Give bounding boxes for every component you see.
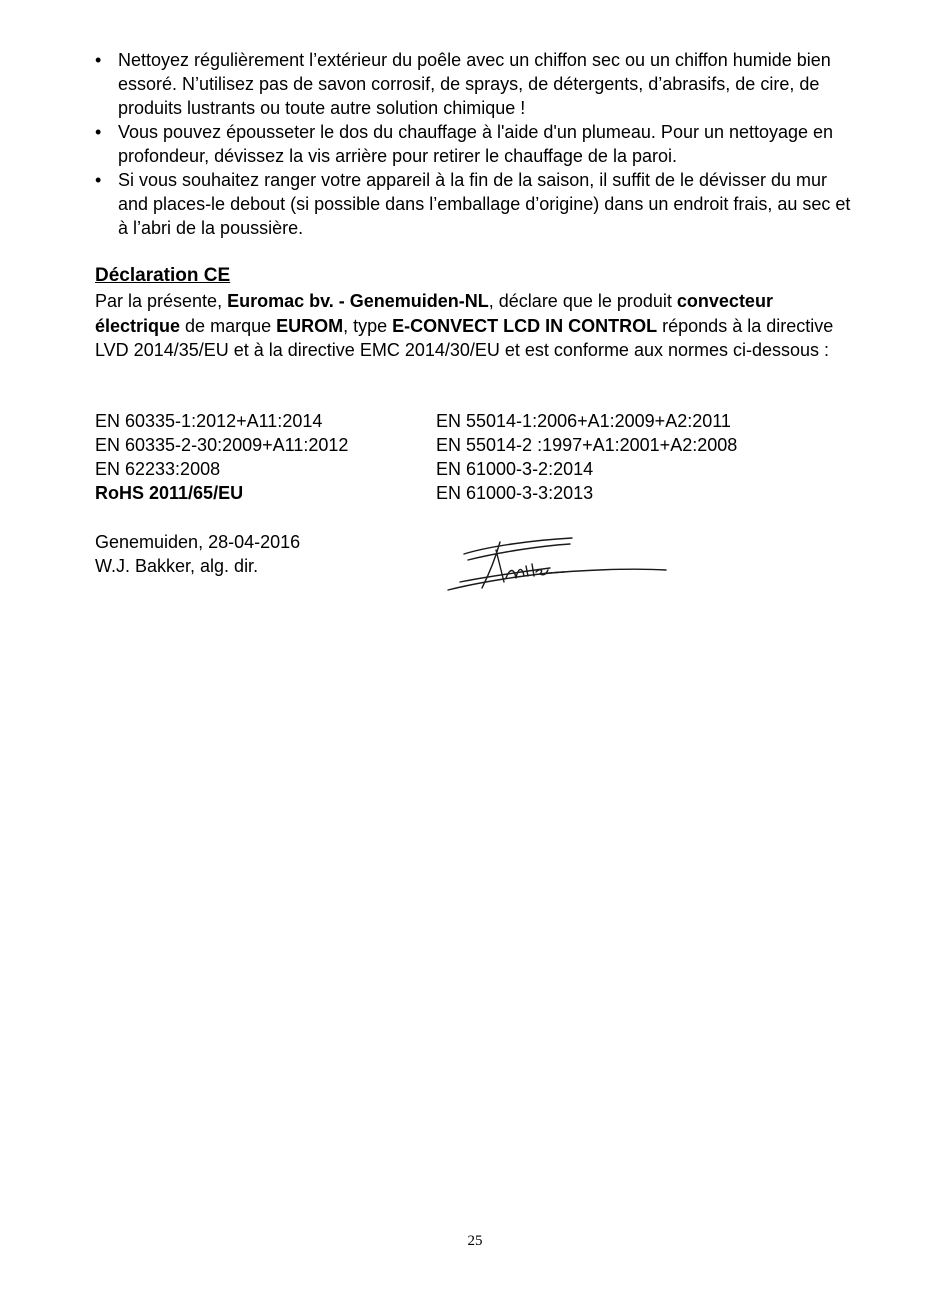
product-name: convecteur électrique <box>95 291 773 336</box>
signoff-block <box>95 530 300 578</box>
declaration-paragraph <box>95 289 855 363</box>
standard-item: EN 61000-3-3:2013 <box>436 483 594 503</box>
standard-item: EN 60335-2-30:2009+A11:2012 <box>95 435 349 455</box>
brand-name: EUROM <box>276 315 344 336</box>
declaration-text: de marque <box>180 315 277 336</box>
declaration-text: , déclare que le produit <box>488 291 677 311</box>
list-item <box>95 120 855 168</box>
standard-item: EN 55014-2 :1997+A1:2001+A2:2008 <box>436 435 738 455</box>
standards-column-right <box>436 409 737 505</box>
maintenance-list <box>95 48 855 240</box>
list-item <box>95 48 855 120</box>
list-item-text: Nettoyez régulièrement l’extérieur du poêle avec un chiffon sec ou un chiffon humide bien essoré. N’utilisez pas de savon corrosif, de sprays, de détergents, d’abrasifs, de cire, de produits lustrants ou toute autre solution chimique ! <box>118 50 831 118</box>
list-item-text: Vous pouvez épousseter le dos du chauffage à l'aide d'un plumeau. Pour un nettoyage en profondeur, dévissez la vis arrière pour retirer le chauffage de la paroi. <box>118 122 834 166</box>
standards-column-left <box>95 409 348 505</box>
declaration-text: Par la présente, <box>95 291 228 311</box>
standard-item: EN 55014-1:2006+A1:2009+A2:2011 <box>436 411 731 431</box>
standard-item: EN 60335-1:2012+A11:2014 <box>95 411 323 431</box>
signatory: W.J. Bakker, alg. dir. <box>95 556 259 576</box>
bullet-icon: • <box>95 122 102 142</box>
page-number: 25 <box>467 1233 483 1249</box>
declaration-text: réponds à la directive LVD 2014/35/EU et à la directive EMC 2014/30/EU et est conforme aux normes ci-dessous : <box>95 315 834 360</box>
place-date: Genemuiden, 28-04-2016 <box>95 532 301 552</box>
bullet-icon: • <box>95 170 102 190</box>
signature-image <box>440 532 670 598</box>
standard-item: EN 62233:2008 <box>95 459 221 479</box>
list-item-text: Si vous souhaitez ranger votre appareil à la fin de la saison, il suffit de le dévisser du mur and places-le debout (si possible dans l’emballage d’origine) dans un endroit frais, au sec et à l’abri de la poussière. <box>118 170 851 238</box>
list-item <box>95 168 855 240</box>
standard-item-rohs: RoHS 2011/65/EU <box>95 483 244 503</box>
bullet-icon: • <box>95 50 102 70</box>
model-name: E-CONVECT LCD IN CONTROL <box>392 315 658 336</box>
standard-item: EN 61000-3-2:2014 <box>436 459 594 479</box>
company-name: Euromac bv. - Genemuiden-NL <box>227 291 489 311</box>
declaration-text: , type <box>343 315 393 336</box>
section-title: Déclaration CE <box>95 265 231 286</box>
